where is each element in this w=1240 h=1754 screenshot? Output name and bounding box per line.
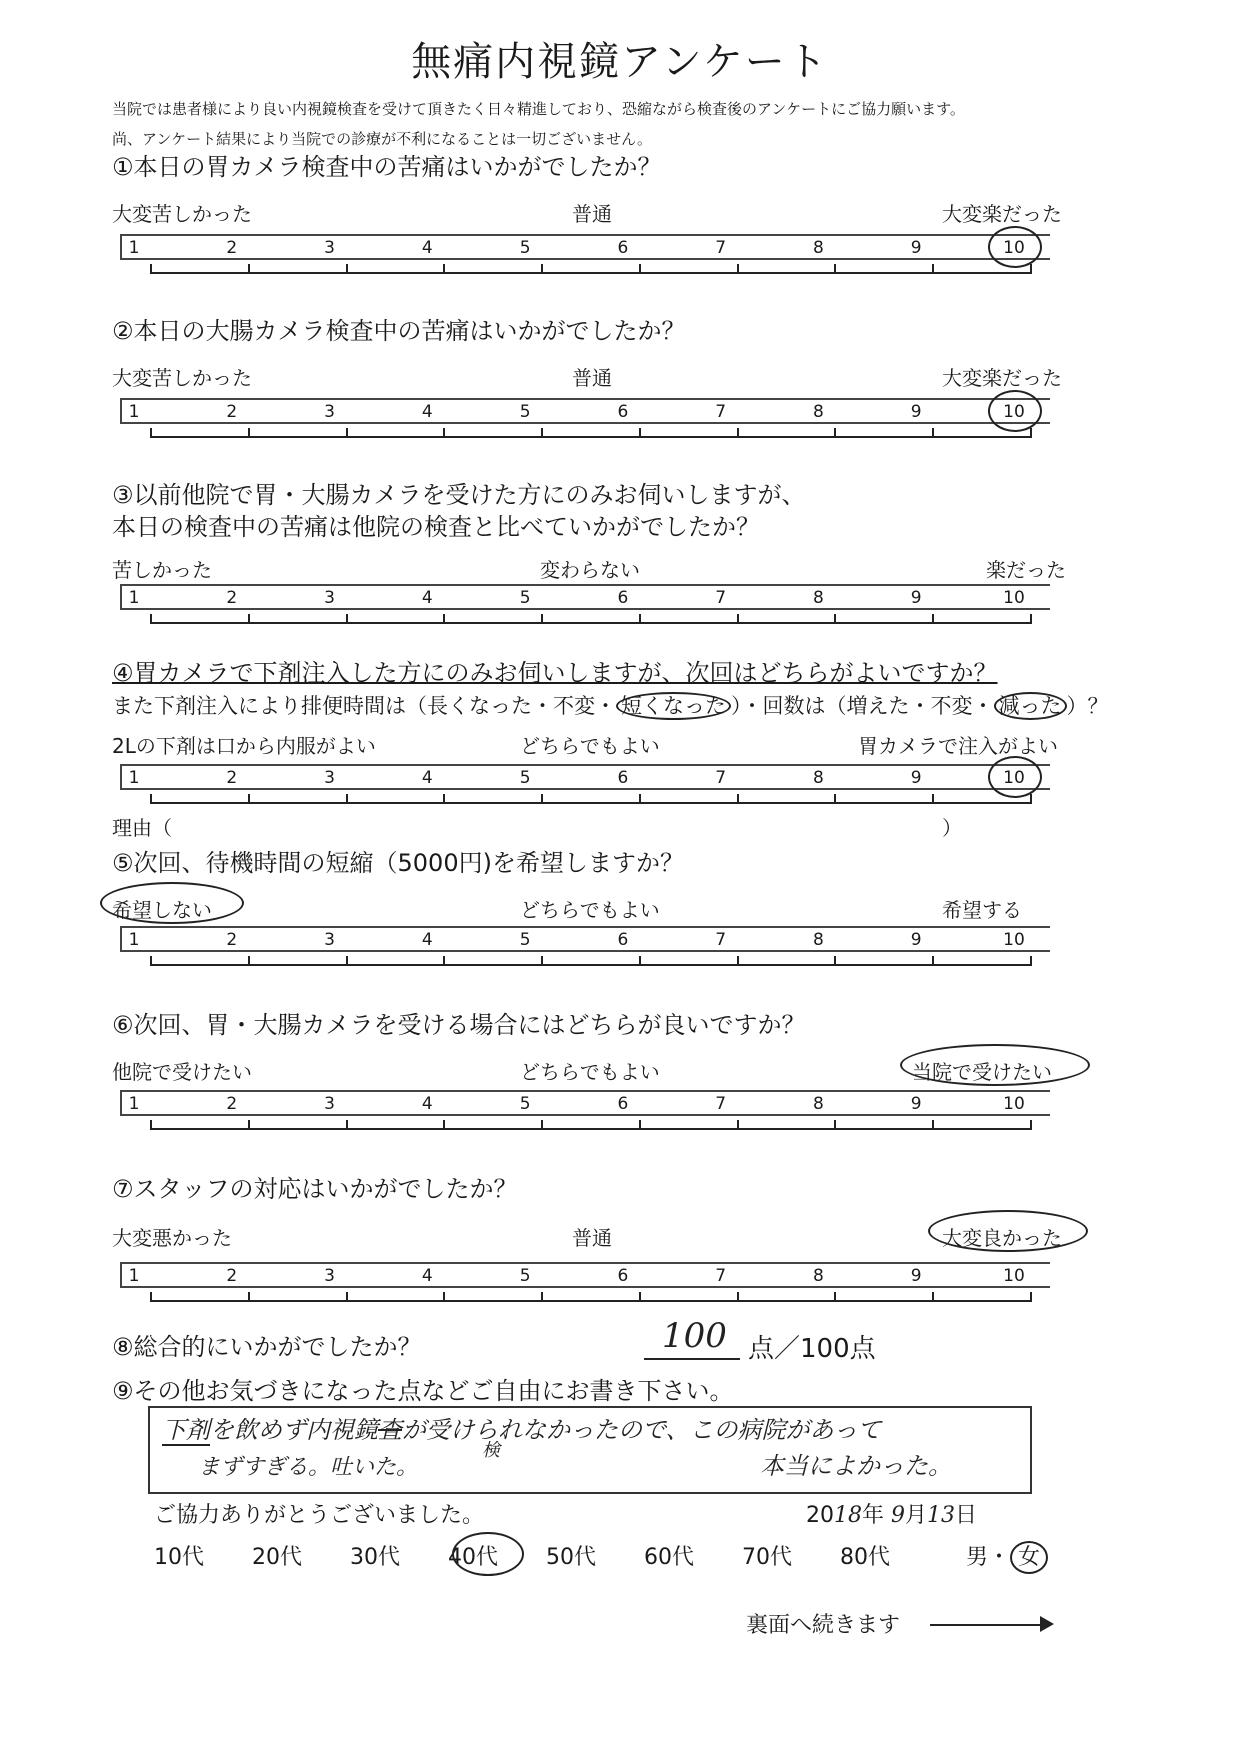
scale-tick <box>346 1292 348 1302</box>
sex-options <box>966 1540 1048 1571</box>
scale-tick <box>737 428 739 438</box>
comment-line-3: 本当によかった。 <box>760 1452 952 1480</box>
date-year-handwritten: 18 <box>834 1503 862 1528</box>
age-selection-circle <box>452 1532 524 1576</box>
scale-option-7[interactable]: 7 <box>715 402 727 422</box>
question-5-text: ⑤次回、待機時間の短縮（5000円)を希望しますか？ <box>112 849 684 877</box>
scale-tick <box>248 1292 250 1302</box>
scale-option-10[interactable]: 10 <box>1003 1094 1025 1114</box>
scale-tick <box>737 614 739 624</box>
scale-option-10[interactable]: 10 <box>1003 588 1025 608</box>
scale-option-6[interactable]: 6 <box>617 930 629 950</box>
q4-text-part-e: ）？ <box>1066 694 1109 718</box>
scale-option-6[interactable]: 6 <box>617 768 629 788</box>
scale-tick <box>541 1120 543 1130</box>
age-option[interactable]: 10代 <box>154 1545 204 1570</box>
scale-tick <box>932 1120 934 1130</box>
scale-option-1[interactable]: 1 <box>128 1266 140 1286</box>
scale-tick <box>932 956 934 966</box>
scale-option-7[interactable]: 7 <box>715 238 727 258</box>
scale-tick <box>150 614 152 624</box>
scale-option-5[interactable]: 5 <box>519 930 531 950</box>
scale-option-8[interactable]: 8 <box>813 768 824 788</box>
scale-tick <box>248 264 250 274</box>
scale-option-5[interactable]: 5 <box>519 768 531 788</box>
scale-axis <box>150 964 1030 966</box>
date-field[interactable] <box>806 1498 977 1529</box>
scale-option-10[interactable]: 10 <box>1003 402 1025 422</box>
scale-option-6[interactable]: 6 <box>617 1094 629 1114</box>
q3-scale[interactable] <box>120 584 1050 624</box>
scale-tick <box>541 1292 543 1302</box>
age-option[interactable]: 70代 <box>742 1545 792 1570</box>
q3-mid-label: 変わらない <box>540 558 640 582</box>
scale-option-9[interactable]: 9 <box>910 402 922 422</box>
scale-option-9[interactable]: 9 <box>910 768 922 788</box>
scale-option-10[interactable]: 10 <box>1003 930 1025 950</box>
scale-tick <box>443 1292 445 1302</box>
comment-line-1-struck: 査 <box>378 1416 402 1444</box>
scale-tick <box>834 614 836 624</box>
scale-tick <box>346 428 348 438</box>
q4-text-part-c: ）・回数は（増えた・不変・ <box>731 694 994 718</box>
scale-tick <box>346 614 348 624</box>
thanks-text: ご協力ありがとうございました。 <box>154 1503 485 1528</box>
scale-tick <box>834 1120 836 1130</box>
scale-option-6[interactable]: 6 <box>617 1266 629 1286</box>
scale-option-1[interactable]: 1 <box>128 930 140 950</box>
scale-option-3[interactable]: 3 <box>324 588 335 608</box>
q5-mid-label: どちらでもよい <box>520 898 660 922</box>
scale-option-1[interactable]: 1 <box>128 402 140 422</box>
q5-left-label: 希望しない <box>112 898 212 922</box>
q5-selection-circle <box>100 882 244 924</box>
scale-option-7[interactable]: 7 <box>715 768 727 788</box>
scale-option-3[interactable]: 3 <box>324 1266 335 1286</box>
day-label: 日 <box>955 1503 978 1528</box>
q5-scale[interactable] <box>120 926 1050 966</box>
scale-option-2[interactable]: 2 <box>226 588 238 608</box>
scale-option-3[interactable]: 3 <box>324 402 335 422</box>
q6-mid-label: どちらでもよい <box>520 1060 660 1084</box>
scale-tick <box>248 1120 250 1130</box>
scale-tick <box>443 428 445 438</box>
q4-left-label: 2Lの下剤は口から内服がよい <box>112 734 376 758</box>
q7-scale[interactable] <box>120 1262 1050 1302</box>
q3-right-label: 楽だった <box>986 558 1066 582</box>
scale-option-5[interactable]: 5 <box>519 402 531 422</box>
scale-option-5[interactable]: 5 <box>519 588 531 608</box>
scale-option-5[interactable]: 5 <box>519 1266 531 1286</box>
scale-option-9[interactable]: 9 <box>910 1094 922 1114</box>
scale-option-4[interactable]: 4 <box>421 930 433 950</box>
scale-option-1[interactable]: 1 <box>128 768 140 788</box>
question-2-text: ②本日の大腸カメラ検査中の苦痛はいかがでしたか？ <box>112 317 686 345</box>
scale-tick <box>1030 1120 1032 1130</box>
scale-tick <box>346 956 348 966</box>
sex-male[interactable]: 男 <box>966 1545 989 1570</box>
scale-option-2[interactable]: 2 <box>226 1094 238 1114</box>
scale-option-7[interactable]: 7 <box>715 588 727 608</box>
scale-tick <box>150 264 152 274</box>
scale-option-9[interactable]: 9 <box>910 930 922 950</box>
scale-tick <box>443 794 445 804</box>
scale-option-3[interactable]: 3 <box>324 238 335 258</box>
scale-axis <box>150 622 1030 624</box>
scale-axis <box>150 1128 1030 1130</box>
intro-line-1: 当院では患者様により良い内視鏡検査を受けて頂きたく日々精進しており、恐縮ながら検査後のアンケートにご協力願います。 <box>112 100 965 118</box>
scale-option-8[interactable]: 8 <box>813 930 824 950</box>
scale-tick <box>541 956 543 966</box>
q2-scale[interactable] <box>120 398 1050 438</box>
scale-option-2[interactable]: 2 <box>226 768 238 788</box>
q4-text-part-a: また下剤注入により排便時間は（長くなった・不変・ <box>112 694 616 718</box>
scale-tick <box>834 264 836 274</box>
q2-mid-label: 普通 <box>572 366 612 390</box>
question-9-text: ⑨その他お気づきになった点などご自由にお書き下さい。 <box>112 1377 734 1405</box>
scale-tick <box>443 614 445 624</box>
q4-scale[interactable] <box>120 764 1050 804</box>
question-8-text: ⑧総合的にいかがでしたか？ <box>112 1333 422 1361</box>
question-3-text-2: 本日の検査中の苦痛は他院の検査と比べていかがでしたか？ <box>112 513 760 541</box>
scale-axis <box>150 1300 1030 1302</box>
question-1-text: ①本日の胃カメラ検査中の苦痛はいかがでしたか？ <box>112 153 662 181</box>
scale-option-7[interactable]: 7 <box>715 1266 727 1286</box>
q4-choice-fewer: 減った <box>994 692 1067 720</box>
scale-tick <box>346 1120 348 1130</box>
age-option[interactable]: 50代 <box>546 1545 596 1570</box>
scale-selection-circle <box>988 390 1042 432</box>
q7-left-label: 大変悪かった <box>112 1226 232 1250</box>
scale-tick <box>834 794 836 804</box>
scale-tick <box>639 614 641 624</box>
scale-option-4[interactable]: 4 <box>421 1266 433 1286</box>
comment-underlined-word: 下剤 <box>162 1416 210 1444</box>
scale-option-8[interactable]: 8 <box>813 1094 824 1114</box>
comment-insert: 検 <box>482 1440 500 1461</box>
scale-tick <box>737 1120 739 1130</box>
date-month-handwritten: 9 <box>891 1503 906 1528</box>
scale-tick <box>932 794 934 804</box>
overall-score-handwritten[interactable]: 100 <box>662 1316 727 1356</box>
scale-axis <box>150 436 1030 438</box>
scale-option-10[interactable]: 10 <box>1003 238 1025 258</box>
scale-tick <box>150 956 152 966</box>
scale-option-3[interactable]: 3 <box>324 1094 335 1114</box>
comment-line-1 <box>162 1410 881 1445</box>
scale-tick <box>932 264 934 274</box>
q4-right-label: 胃カメラで注入がよい <box>858 734 1058 758</box>
age-option[interactable]: 60代 <box>644 1545 694 1570</box>
scale-tick <box>150 1120 152 1130</box>
scale-tick <box>346 794 348 804</box>
scale-tick <box>248 614 250 624</box>
scale-option-4[interactable]: 4 <box>421 588 433 608</box>
q6-right-label: 当院で受けたい <box>912 1060 1052 1084</box>
q4-choice-shorter: 短くなった <box>616 692 731 720</box>
scale-tick <box>541 794 543 804</box>
scale-option-4[interactable]: 4 <box>421 238 433 258</box>
scale-option-10[interactable]: 10 <box>1003 768 1025 788</box>
scale-tick <box>639 1120 641 1130</box>
scale-option-8[interactable]: 8 <box>813 588 824 608</box>
q4-reason-label: 理由（ <box>112 816 172 840</box>
scale-tick <box>150 1292 152 1302</box>
scale-selection-circle <box>988 756 1042 798</box>
scale-tick <box>737 956 739 966</box>
comment-line-1-b: を飲めず内視鏡 <box>210 1416 378 1444</box>
age-option[interactable]: 30代 <box>350 1545 400 1570</box>
scale-tick <box>737 264 739 274</box>
question-6-text: ⑥次回、胃・大腸カメラを受ける場合にはどちらが良いですか？ <box>112 1011 806 1039</box>
scale-selection-circle <box>988 226 1042 268</box>
question-4-text-2 <box>112 690 1109 720</box>
scale-tick <box>1030 956 1032 966</box>
scale-tick <box>834 956 836 966</box>
scale-tick <box>737 1292 739 1302</box>
scale-tick <box>150 794 152 804</box>
scale-option-5[interactable]: 5 <box>519 238 531 258</box>
page-title: 無痛内視鏡アンケート <box>411 39 829 85</box>
date-year-prefix: 20 <box>806 1503 834 1528</box>
q1-left-label: 大変苦しかった <box>112 202 252 226</box>
scale-option-3[interactable]: 3 <box>324 768 335 788</box>
overall-score-underline <box>644 1358 740 1360</box>
scale-tick <box>834 428 836 438</box>
continue-text: 裏面へ続きます <box>746 1613 901 1638</box>
q1-mid-label: 普通 <box>572 202 612 226</box>
q7-right-label: 大変良かった <box>942 1226 1062 1250</box>
scale-option-1[interactable]: 1 <box>128 588 140 608</box>
q3-left-label: 苦しかった <box>112 558 212 582</box>
scale-tick <box>932 428 934 438</box>
scale-option-6[interactable]: 6 <box>617 588 629 608</box>
scale-option-4[interactable]: 4 <box>421 1094 433 1114</box>
scale-tick <box>737 794 739 804</box>
q6-selection-circle <box>900 1044 1090 1086</box>
scale-option-8[interactable]: 8 <box>813 1266 824 1286</box>
date-day-handwritten: 13 <box>927 1503 956 1528</box>
sex-separator: ・ <box>988 1545 1011 1570</box>
month-label: 月 <box>905 1503 928 1528</box>
scale-option-5[interactable]: 5 <box>519 1094 531 1114</box>
scale-tick <box>1030 1292 1032 1302</box>
scale-option-2[interactable]: 2 <box>226 930 238 950</box>
overall-score-suffix: 点／100点 <box>748 1334 876 1364</box>
scale-option-4[interactable]: 4 <box>421 768 433 788</box>
scale-option-7[interactable]: 7 <box>715 930 727 950</box>
q7-selection-circle <box>928 1210 1088 1252</box>
comment-line-2: まずすぎる。吐いた。 <box>198 1455 419 1480</box>
scale-option-10[interactable]: 10 <box>1003 1266 1025 1286</box>
continue-arrow-line <box>930 1624 1046 1626</box>
q6-left-label: 他院で受けたい <box>112 1060 252 1084</box>
scale-tick <box>1030 614 1032 624</box>
scale-option-4[interactable]: 4 <box>421 402 433 422</box>
scale-axis <box>150 802 1030 804</box>
scale-tick <box>541 428 543 438</box>
comment-line-1-d: が受けられなかったので、この病院があって <box>402 1416 882 1444</box>
scale-tick <box>248 428 250 438</box>
question-7-text: ⑦スタッフの対応はいかがでしたか？ <box>112 1175 518 1203</box>
scale-tick <box>639 794 641 804</box>
scale-axis <box>150 272 1030 274</box>
year-label: 年 <box>862 1503 885 1528</box>
scale-option-3[interactable]: 3 <box>324 930 335 950</box>
intro-line-2: 尚、アンケート結果により当院での診療が不利になることは一切ございません。 <box>112 130 653 148</box>
scale-tick <box>639 956 641 966</box>
scale-option-2[interactable]: 2 <box>226 238 238 258</box>
age-option[interactable]: 40代 <box>448 1545 498 1570</box>
age-option[interactable]: 20代 <box>252 1545 302 1570</box>
age-option[interactable]: 80代 <box>840 1545 890 1570</box>
scale-tick <box>639 1292 641 1302</box>
scale-option-9[interactable]: 9 <box>910 238 922 258</box>
arrow-right-icon <box>1040 1616 1054 1632</box>
scale-tick <box>248 956 250 966</box>
scale-option-6[interactable]: 6 <box>617 402 629 422</box>
scale-option-2[interactable]: 2 <box>226 1266 238 1286</box>
scale-option-6[interactable]: 6 <box>617 238 629 258</box>
scale-tick <box>541 614 543 624</box>
scale-tick <box>932 1292 934 1302</box>
age-options <box>154 1540 914 1570</box>
scale-option-9[interactable]: 9 <box>910 588 922 608</box>
q4-reason-close: ） <box>942 816 962 840</box>
scale-option-8[interactable]: 8 <box>813 238 824 258</box>
scale-tick <box>541 264 543 274</box>
scale-tick <box>932 614 934 624</box>
scale-option-8[interactable]: 8 <box>813 402 824 422</box>
scale-tick <box>639 428 641 438</box>
q1-right-label: 大変楽だった <box>942 202 1062 226</box>
scale-tick <box>1030 264 1032 274</box>
question-3-text-1: ③以前他院で胃・大腸カメラを受けた方にのみお伺いしますが、 <box>112 481 806 509</box>
scale-tick <box>150 428 152 438</box>
q2-left-label: 大変苦しかった <box>112 366 252 390</box>
q2-right-label: 大変楽だった <box>942 366 1062 390</box>
scale-option-9[interactable]: 9 <box>910 1266 922 1286</box>
scale-tick <box>834 1292 836 1302</box>
q4-mid-label: どちらでもよい <box>520 734 660 758</box>
scale-tick <box>443 264 445 274</box>
scale-option-2[interactable]: 2 <box>226 402 238 422</box>
scale-tick <box>248 794 250 804</box>
scale-option-1[interactable]: 1 <box>128 1094 140 1114</box>
scale-option-7[interactable]: 7 <box>715 1094 727 1114</box>
scale-tick <box>443 956 445 966</box>
scale-option-1[interactable]: 1 <box>128 238 140 258</box>
scale-tick <box>1030 428 1032 438</box>
scale-tick <box>1030 794 1032 804</box>
scale-tick <box>639 264 641 274</box>
q1-scale[interactable] <box>120 234 1050 274</box>
sex-female[interactable]: 女 <box>1010 1541 1048 1574</box>
q6-scale[interactable] <box>120 1090 1050 1130</box>
q7-mid-label: 普通 <box>572 1226 612 1250</box>
question-4-text-1: ④胃カメラで下剤注入した方にのみお伺いしますが、次回はどちらがよいですか？ <box>112 659 998 687</box>
scale-tick <box>346 264 348 274</box>
scale-tick <box>443 1120 445 1130</box>
q5-right-label: 希望する <box>942 898 1022 922</box>
